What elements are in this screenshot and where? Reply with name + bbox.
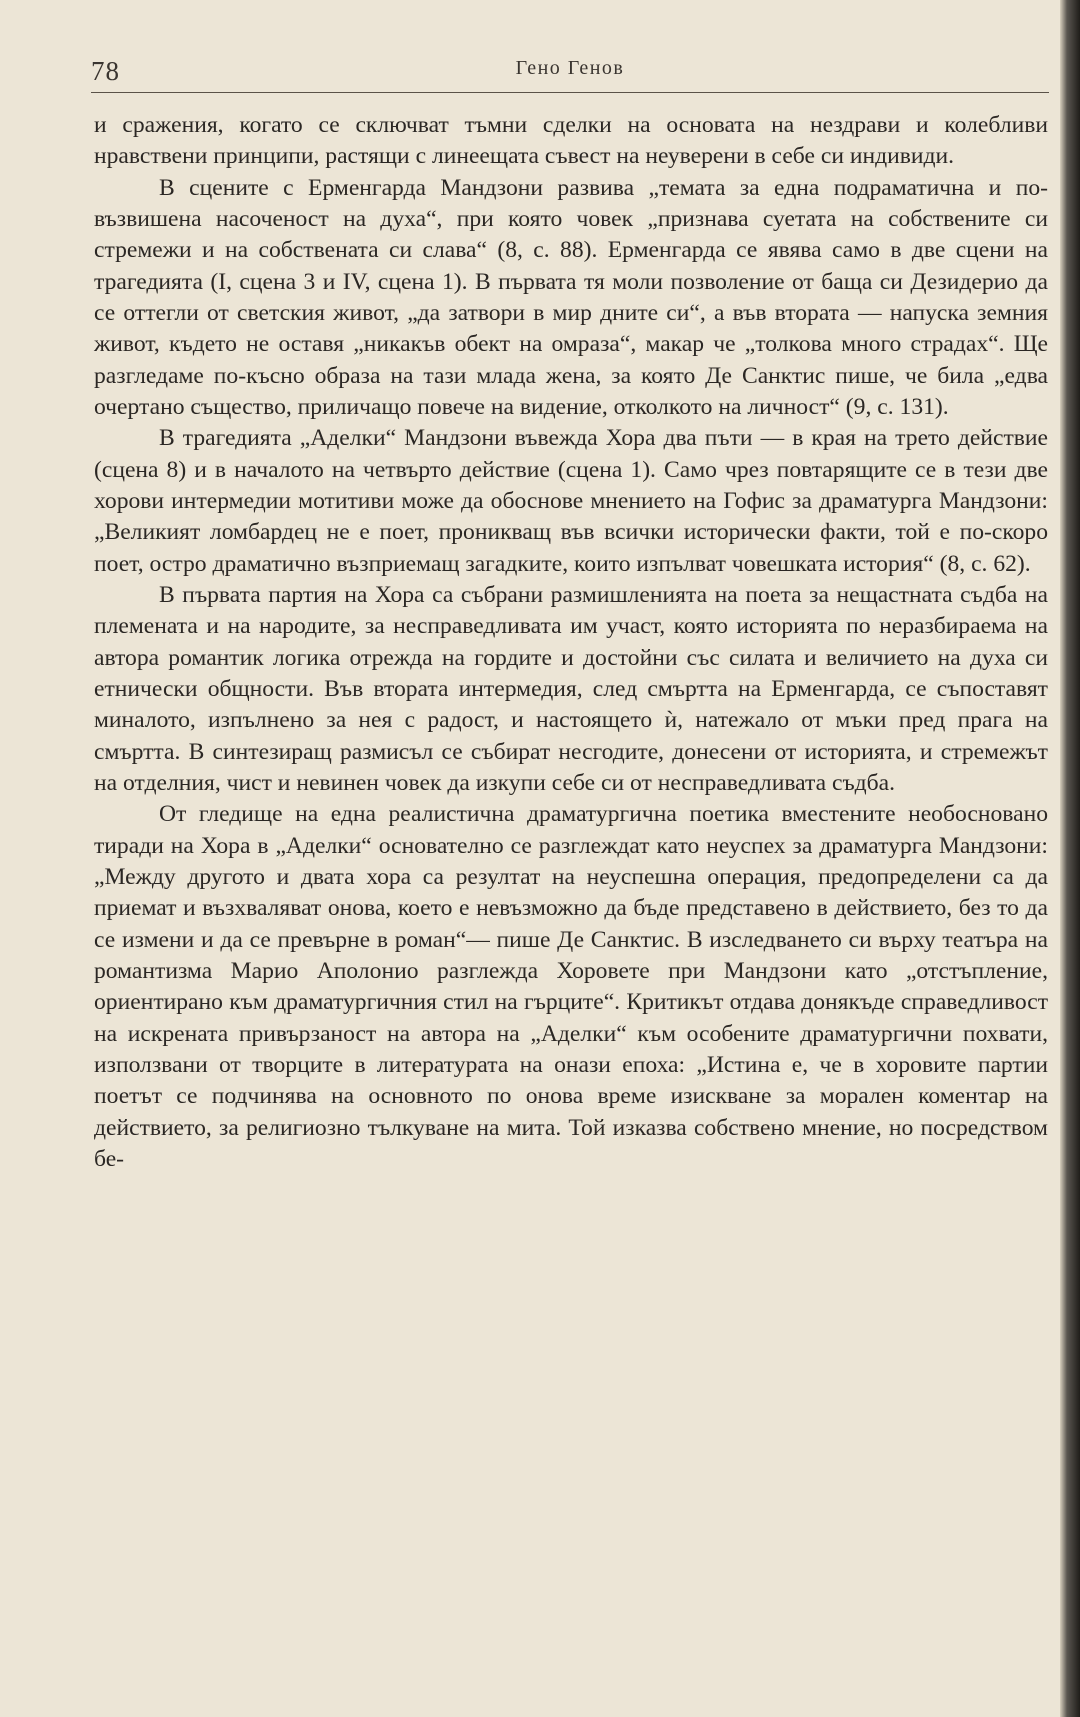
body-text [94,110,1048,1175]
header-rule [91,92,1049,93]
paragraph-4: В първата партия на Хора са събрани размишленията на поета за нещастната съдба на племената и на народите, за несправедливата им участ, която историята по неразбираема на автора романтик логика отрежда на гордите и достойни със силата и величието на духа си етнически общности. Във втората интермедия, след смъртта на Ерменгарда, се съпоставят миналото, изпълнено за нея с радост, и настоящето ѝ, натежало от мъки пред прага на смъртта. В синтезиращ размисъл се събират несгодите, донесени от историята, и стремежът на отделния, чист и невинен човек да изкупи себе си от несправедливата съдба. [94,581,1048,796]
paragraph-5: От гледище на една реалистична драматургична поетика вместените необосновано тиради на Хора в „Аделки“ основателно се разглеждат като неуспех за драматурга Мандзони: „Между другото и двата хора са резултат на неуспешна операция, предопределени са да приемат и възхваляват онова, което е невъзможно да бъде представено в действието, без то да се измени и да се превърне в роман“— пише Де Санктис. В изследването си върху театъра на романтизма Марио Аполонио разглежда Хоровете при Мандзони като „отстъпление, ориентирано към драматургичния стил на гърците“. Критикът отдава донякъде справедливост на искрената привързаност на автора на „Аделки“ към особените драматургични похвати, използвани от творците в литературата на онази епоха: „Истина е, че в хоровите партии поетът се подчинява на основното по онова време изискване за морален коментар на действието, за религиозно тълкуване на мита. Той изказва собствено мнение, но посредством бе- [94,801,1048,1172]
page-number: 78 [91,56,120,86]
paragraph-1: и сражения, когато се сключват тъмни сделки на основата на нездрави и колебливи нравствени принципи, растящи с линеещата съвест на неуверени в себе си индивиди. [94,112,1048,170]
page-header [91,52,1049,92]
paragraph-3: В трагедията „Аделки“ Мандзони въвежда Хора два пъти — в края на трето действие (сцена 8) и в началото на четвърто действие (сцена 1). Само чрез повтарящите се в тези две хорови интермедии мотитиви може да обоснове мнението на Гофис за драматурга Мандзони: „Великият ломбардец не е поет, проникващ във всички исторически факти, той е по-скоро поет, остро драматично възприемащ загадките, които изпълват човешката история“ (8, с. 62). [94,425,1048,577]
paragraph-2: В сцените с Ерменгарда Мандзони развива „темата за една подраматична и по-възвишена насоченост на духа“, при която човек „признава суетата на собствените си стремежи и на собствената си слава“ (8, с. 88). Ерменгарда се явява само в две сцени на трагедията (I, сцена 3 и IV, сцена 1). В първата тя моли позволение от баща си Дезидерио да се оттегли от светския живот, „да затвори в мир дните си“, а във втората — напуска земния живот, където не оставя „никакъв обект на омраза“, макар че „толкова много страдах“. Ще разгледаме по-късно образа на тази млада жена, за която Де Санктис пише, че била „едва очертано същество, приличащо повече на видение, отколкото на личност“ (9, с. 131). [94,174,1048,420]
book-spine-edge [1060,0,1080,1717]
running-head: Гено Генов [515,57,625,79]
